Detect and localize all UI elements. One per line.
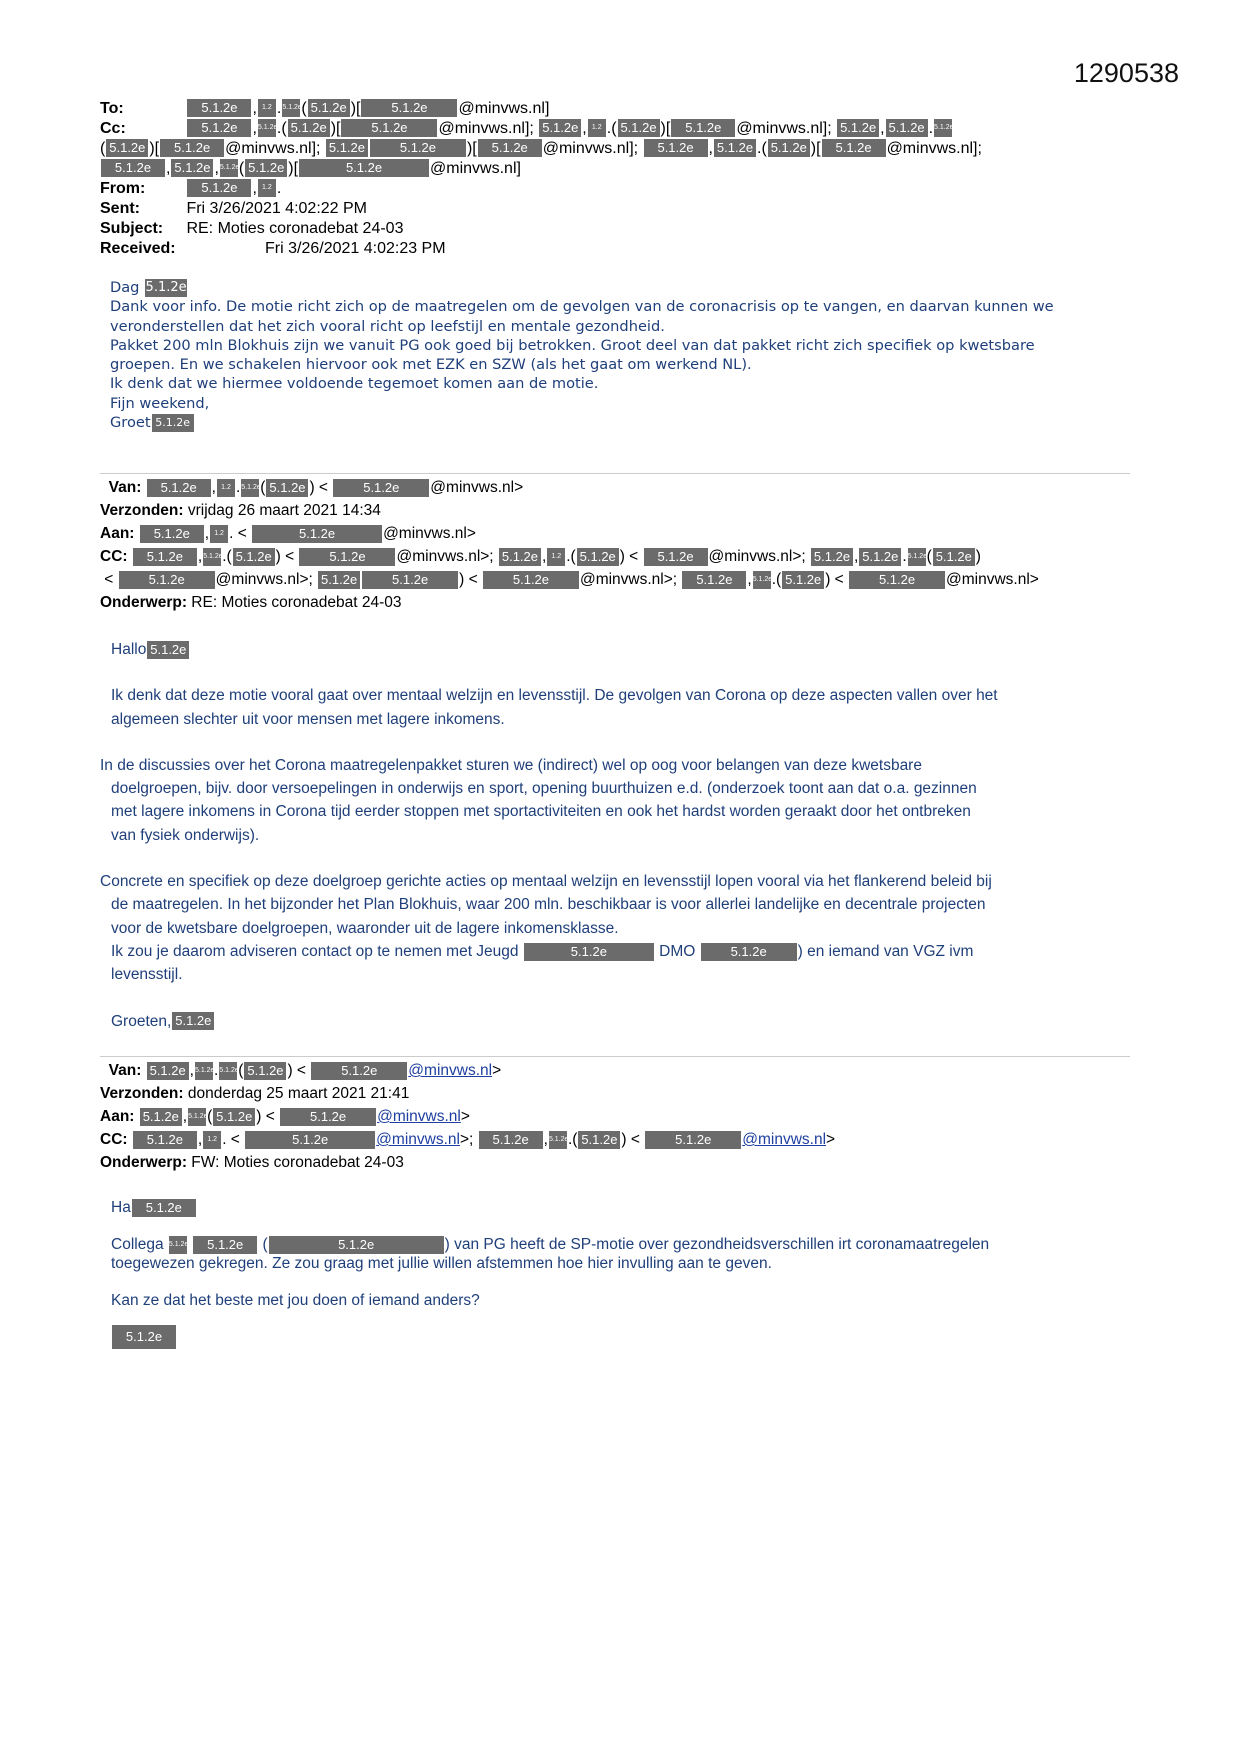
- redaction: 5.1.2e: [245, 159, 287, 177]
- redaction: 5.1.2e: [478, 139, 542, 157]
- redaction: 5.1.2e: [233, 548, 275, 566]
- received-value: Fri 3/26/2021 4:02:23 PM: [265, 240, 446, 257]
- text: @minvws.nl>;: [215, 571, 313, 588]
- text: In de discussies over het Corona maatregelenpakket sturen we (indirect) wel op oog voor belangen van deze kwetsbare: [100, 756, 922, 774]
- text-line: Pakket 200 mln Blokhuis zijn we vanuit PG ook goed bij betrokken. Groot deel van dat pakket richt zich specifiek op kwetsbare: [110, 336, 1035, 354]
- text: Ha: [111, 1199, 131, 1216]
- document-number: 1290538: [1073, 58, 1179, 88]
- text: @minvws.nl>: [383, 525, 476, 542]
- redaction: 5.1.2e: [886, 119, 928, 137]
- redaction: 5.1.2e: [169, 1236, 187, 1254]
- redaction: 5.1.2e: [645, 1131, 741, 1149]
- redaction: 5.1.2e: [160, 139, 224, 157]
- redaction: 5.1.2e: [171, 159, 213, 177]
- redaction: 1.2: [588, 119, 606, 137]
- text: Hallo: [111, 641, 147, 658]
- text: met lagere inkomens in Corona tijd eerder stoppen met sportactiviteiten en ook het hardst worden geraakt door het ontbreken: [111, 803, 971, 821]
- redaction: 1.2: [210, 525, 228, 543]
- redaction: 5.1.2e: [837, 119, 879, 137]
- redaction: 5.1.2e: [644, 139, 708, 157]
- text-line: veronderstellen dat het zich vooral richt op leefstijl en mentale gezondheid.: [110, 317, 665, 335]
- text: Onderwerp:: [100, 1154, 187, 1171]
- redaction: 5.1.2e: [252, 525, 382, 543]
- redaction: 5.1.2e: [172, 1012, 214, 1030]
- redaction: 5.1.2e: [203, 548, 221, 566]
- redaction: 5.1.2e: [241, 479, 259, 497]
- redaction: 5.1.2e: [140, 525, 204, 543]
- subject-label: Subject:: [100, 220, 164, 237]
- from-label: From:: [100, 180, 146, 197]
- redaction: 5.1.2e: [288, 119, 330, 137]
- redaction: 5.1.2e: [311, 1062, 407, 1080]
- text: @minvws.nl>;: [708, 548, 806, 565]
- text[interactable]: @minvws.nl: [377, 1108, 461, 1125]
- redaction: 5.1.2e: [299, 548, 395, 566]
- redaction: 5.1.2e: [299, 159, 429, 177]
- text: @minvws.nl];: [225, 140, 321, 157]
- redaction: 5.1.2e: [147, 479, 211, 497]
- text: Groeten,: [111, 1012, 172, 1030]
- text: Aan:: [100, 525, 135, 542]
- redaction: 5.1.2e: [577, 548, 619, 566]
- closing: Groet: [110, 414, 151, 432]
- divider: [100, 1056, 1130, 1057]
- text: @minvws.nl>;: [396, 548, 494, 565]
- subject-value: RE: Moties coronadebat 24-03: [191, 594, 402, 611]
- redaction: 5.1.2e: [811, 548, 853, 566]
- redaction: 5.1.2e: [549, 1131, 567, 1149]
- sent-value: vrijdag 26 maart 2021 14:34: [187, 502, 381, 519]
- text: @minvws.nl];: [542, 140, 639, 157]
- redaction: 5.1.2e: [333, 479, 429, 497]
- redaction: 5.1.2e: [280, 1108, 376, 1126]
- text: @minvws.nl];: [736, 120, 832, 137]
- redaction: 5.1.2e: [671, 119, 735, 137]
- redaction: 5.1.2e: [195, 1062, 213, 1080]
- email3-header: Van: 5.1.2e ,5.1.2e.5.1.2e( 5.1.2e ) < 5.1.2e @minvws.nl> Verzonden: donderdag 25 maart 2021 21:41 Aan: 5.1.2e ,5.1.2e( 5.1.2e ) < 5.1.2e @minvws.nl> CC: 5.1.2e , 1.2 . < 5.1.2e @minvws.nl>; 5.1.2e ,5.1.2e.( 5.1.2e ) < 5.1.2e @minvws.nl> Onderwerp: FW: Moties coronadebat 24-03: [100, 1062, 836, 1171]
- redaction: 5.1.2e: [188, 1108, 206, 1126]
- email2-body: [100, 638, 1120, 1033]
- text: ) en iemand van VGZ ivm: [797, 942, 974, 960]
- text: voor de kwetsbare doelgroepen, waaronder uit de lagere inkomensklasse.: [111, 919, 619, 937]
- redaction: 5.1.2e: [269, 1236, 444, 1254]
- redaction: 5.1.2e: [106, 139, 148, 157]
- email1-body: [110, 278, 1140, 432]
- redaction: 5.1.2e: [618, 119, 660, 137]
- sent-label: Sent:: [100, 200, 140, 217]
- text: Verzonden:: [100, 1085, 184, 1102]
- text: Onderwerp:: [100, 594, 187, 611]
- text: @minvws.nl>: [946, 571, 1039, 588]
- text: DMO: [659, 942, 696, 960]
- text: van fysiek onderwijs).: [111, 826, 260, 844]
- redaction: 5.1.2e: [308, 99, 350, 117]
- redaction: 5.1.2e: [714, 139, 756, 157]
- text: de maatregelen. In het bijzonder het Plan Blokhuis, waar 200 mln. beschikbaar is voor allerlei landelijke en decentrale projecten: [111, 896, 986, 914]
- text: @minvws.nl]: [430, 160, 521, 177]
- email3-body: Ha 5.1.2e Collega 5.1.2e 5.1.2e ( 5.1.2e ) van PG heeft de SP-motie over gezondheidsverschillen irt coronamaatregelen toegewezen gekregen. Ze zou graag met jullie willen afstemmen hoe hier invulling aan te geven. Kan ze dat het beste met jou doen of iemand anders? 5.1.2e: [100, 1196, 1120, 1349]
- to-label: To:: [100, 100, 124, 117]
- email2-header: Van: 5.1.2e , 1.2 .5.1.2e( 5.1.2e ) < 5.1.2e @minvws.nl> Verzonden: vrijdag 26 maart 2021 14:34 Aan: 5.1.2e , 1.2 . < 5.1.2e @minvws.nl> CC: 5.1.2e ,5.1.2e.( 5.1.2e ) < 5.1.2e @minvws.nl>; 5.1.2e , 1.2 .( 5.1.2e ) < 5.1.2e @minvws.nl>; 5.1.2e , 5.1.2e .5.1.2e( 5.1.2e ) < 5.1.2e @minvws.nl>; 5.1.2e 5.1.2e ) < 5.1.2e @minvws.nl>; 5.1.2e ,5.1.2e.( 5.1.2e ) < 5.1.2e @minvws.nl> Onderwerp: RE: Moties coronadebat 24-03: [100, 479, 1039, 611]
- redaction: 5.1.2e: [326, 139, 368, 157]
- redaction: 5.1.2e: [245, 1131, 375, 1149]
- text: ) van PG heeft de SP-motie over gezondheidsverschillen irt coronamaatregelen: [444, 1236, 990, 1254]
- redaction: 5.1.2e: [193, 1236, 257, 1254]
- redaction: 5.1.2e: [768, 139, 810, 157]
- redaction: 5.1.2e: [266, 479, 308, 497]
- text: Van:: [108, 479, 142, 496]
- text[interactable]: @minvws.nl: [742, 1131, 827, 1148]
- text: toegewezen gekregen. Ze zou graag met jullie willen afstemmen hoe hier invulling aan te geven.: [111, 1255, 772, 1273]
- redaction: 5.1.2e: [341, 119, 437, 137]
- redaction: 5.1.2e: [822, 139, 886, 157]
- text: Verzonden:: [100, 502, 184, 519]
- redaction: 5.1.2e: [859, 548, 901, 566]
- email-link[interactable]: @minvws.nl: [408, 1062, 493, 1079]
- redaction: 5.1.2e: [524, 943, 654, 961]
- text: CC:: [100, 1131, 128, 1148]
- text: @minvws.nl]: [458, 100, 550, 117]
- redaction: 5.1.2e: [370, 139, 466, 157]
- redaction: 5.1.2e: [479, 1131, 543, 1149]
- redaction: 5.1.2e: [539, 119, 581, 137]
- sent-value: Fri 3/26/2021 4:02:22 PM: [186, 200, 368, 217]
- redaction: 5.1.2e: [152, 414, 194, 432]
- redaction: 5.1.2e: [244, 1062, 286, 1080]
- text: Ik denk dat deze motie vooral gaat over mentaal welzijn en levensstijl. De gevolgen van Corona op deze aspecten vallen over het: [111, 687, 998, 705]
- redaction: 5.1.2e: [147, 641, 189, 659]
- redaction: 5.1.2e: [213, 1108, 255, 1126]
- redaction: 1.2: [258, 179, 276, 197]
- text: Concrete en specifiek op deze doelgroep gerichte acties op mentaal welzijn en levensstijl lopen vooral via het flankerend beleid bij: [100, 873, 992, 891]
- redaction: 5.1.2e: [361, 99, 457, 117]
- redaction: 5.1.2e: [933, 548, 975, 566]
- redaction: 5.1.2e: [644, 548, 708, 566]
- text-line: Ik denk dat we hiermee voldoende tegemoet komen aan de motie.: [110, 375, 599, 393]
- redaction: 5.1.2e: [140, 1108, 182, 1126]
- redaction: 5.1.2e: [782, 571, 824, 589]
- text: @minvws.nl];: [886, 140, 982, 157]
- text: @minvws.nl];: [438, 120, 534, 137]
- redaction: 5.1.2e: [934, 119, 952, 137]
- redaction: 5.1.2e: [145, 280, 187, 295]
- redaction: 1.2: [217, 479, 235, 497]
- text: algemeen slechter uit voor mensen met lagere inkomens.: [111, 710, 505, 728]
- text: CC:: [100, 548, 128, 565]
- divider: [100, 473, 1130, 474]
- redaction: 5.1.2e: [849, 571, 945, 589]
- text: FW: Moties coronadebat 24-03: [191, 1154, 404, 1171]
- redaction: 5.1.2e: [682, 571, 746, 589]
- text-line: groepen. En we schakelen hiervoor ook met EZK en SZW (als het gaat om werkend NL).: [110, 356, 752, 374]
- redaction: 5.1.2e: [578, 1131, 620, 1149]
- received-label: Received:: [100, 240, 176, 257]
- redaction: 1.2: [547, 548, 565, 566]
- text: donderdag 25 maart 2021 21:41: [187, 1085, 410, 1102]
- redaction: 5.1.2e: [101, 159, 165, 177]
- text: Aan:: [100, 1108, 135, 1125]
- redaction: 5.1.2e: [112, 1325, 176, 1349]
- redaction: 1.2: [258, 99, 276, 117]
- text: @minvws.nl>: [430, 479, 524, 496]
- text: Van:: [108, 1062, 142, 1079]
- text-line: Dank voor info. De motie richt zich op de maatregelen om de gevolgen van de coronacrisis op te vangen, en daarvan kunnen we: [110, 298, 1054, 316]
- redaction: 5.1.2e: [187, 99, 251, 117]
- text: doelgroepen, bijv. door versoepelingen in onderwijs en sport, opening buurthuizen e.d. (onderzoek toont aan dat o.a. gezinnen: [111, 780, 977, 798]
- redaction: 5.1.2e: [908, 548, 926, 566]
- redaction: 5.1.2e: [362, 571, 458, 589]
- cc-label: Cc:: [100, 120, 126, 137]
- text[interactable]: @minvws.nl: [376, 1131, 460, 1148]
- redaction: 5.1.2e: [119, 571, 215, 589]
- email-header: To: 5.1.2e , 1.2 . 5.1.2e ( 5.1.2e )[ 5.1.2e @minvws.nl] Cc: 5.1.2e , 5.1.2e .( 5.1.2e )[ 5.1.2e @minvws.nl]; 5.1.2e , 1.2 .( 5.1.2e )[ 5.1.2e @minvws.nl]; 5.1.2e , 5.1.2e . 5.1.2e ( 5.1.2e )[ 5.1.2e @minvws.nl]; 5.1.2e 5.1.2e )[ 5.1.2e @minvws.nl]; 5.1.2e , 5.1.2e .( 5.1.2e )[ 5.1.2e @minvws.nl]; 5.1.2e , 5.1.2e , 5.1.2e ( 5.1.2e )[ 5.1.2e @minvws.nl] From: 5.1.2e , 1.2 . Sent: Fri 3/26/2021 4:02:22 PM Subject: RE: Moties coronadebat 24-03 Received: Fri 3/26/2021 4:02:23 PM: [100, 100, 982, 257]
- redaction: 5.1.2e: [318, 571, 360, 589]
- text: levensstijl.: [111, 966, 183, 984]
- redaction: 5.1.2e: [132, 1199, 196, 1217]
- redaction: 5.1.2e: [282, 99, 300, 117]
- redaction: 5.1.2e: [499, 548, 541, 566]
- subject-value: RE: Moties coronadebat 24-03: [186, 220, 404, 237]
- redaction: 5.1.2e: [147, 1062, 189, 1080]
- redaction: 5.1.2e: [187, 179, 251, 197]
- redaction: 5.1.2e: [133, 548, 197, 566]
- text: Ik zou je daarom adviseren contact op te nemen met Jeugd: [111, 942, 519, 960]
- redaction: 5.1.2e: [219, 1062, 237, 1080]
- redaction: 5.1.2e: [701, 943, 797, 961]
- redaction: 5.1.2e: [258, 119, 276, 137]
- text: Collega: [111, 1236, 164, 1254]
- text: @minvws.nl>;: [579, 571, 678, 588]
- text-line: Fijn weekend,: [110, 394, 210, 412]
- redaction: 5.1.2e: [220, 159, 238, 177]
- redaction: 1.2: [203, 1131, 221, 1149]
- redaction: 5.1.2e: [483, 571, 579, 589]
- text: Kan ze dat het beste met jou doen of iemand anders?: [111, 1292, 480, 1310]
- redaction: 5.1.2e: [133, 1131, 197, 1149]
- redaction: 5.1.2e: [187, 119, 251, 137]
- greeting: Dag: [110, 279, 140, 296]
- redaction: 5.1.2e: [753, 571, 771, 589]
